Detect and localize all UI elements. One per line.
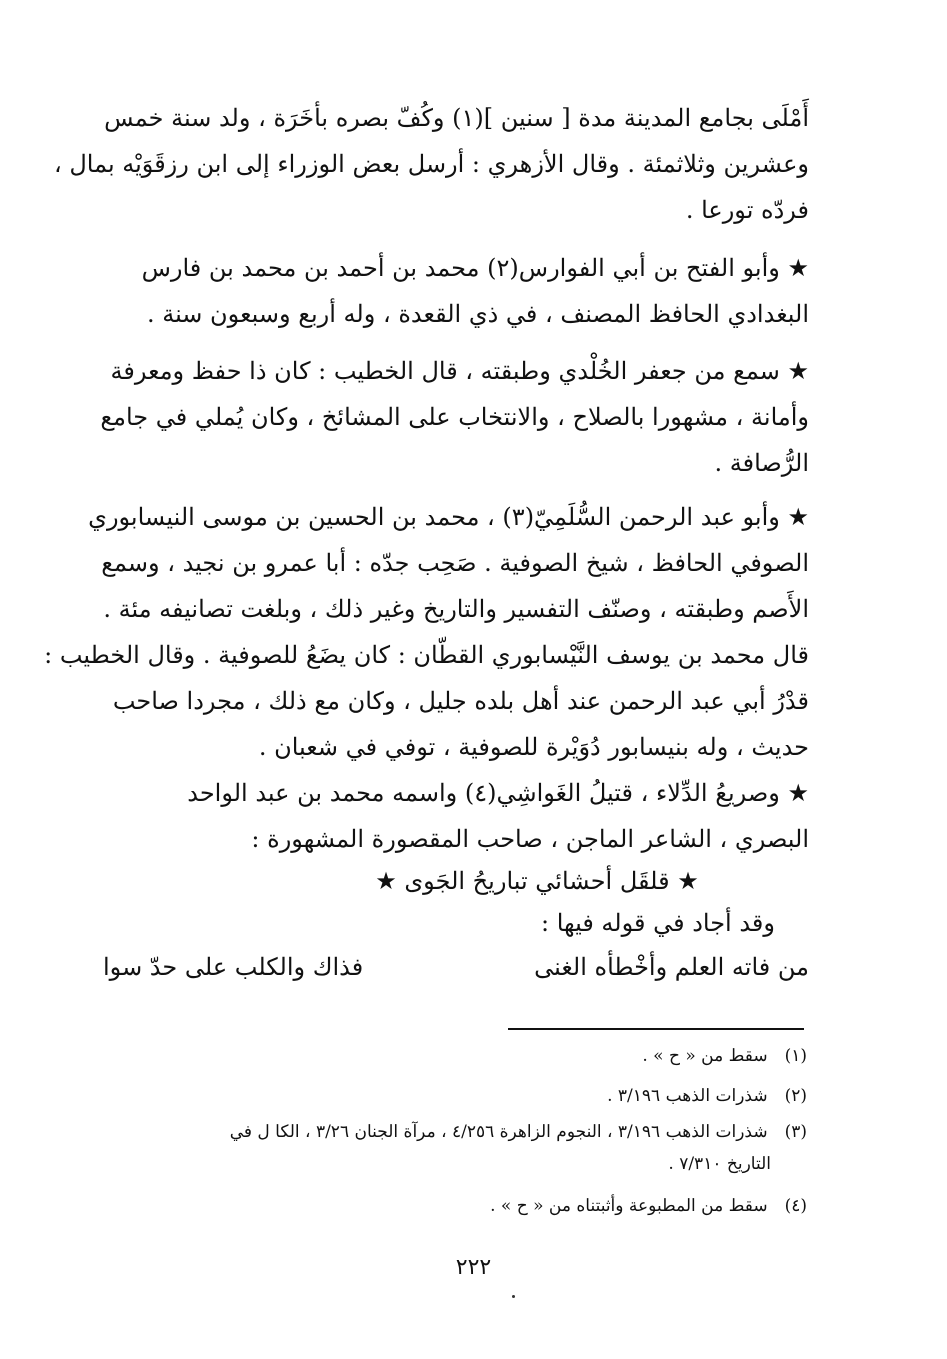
text-line: ★ وأبو الفتح بن أبي الفوارس(٢) محمد بن أحمد بن محمد بن فارس [141,254,809,282]
footnote-number: (٤) [784,1196,807,1216]
text-line: ★ وأبو عبد الرحمن السُّلَمِيّ(٣) ، محمد بن الحسين بن موسى النيسابوري [88,503,809,531]
paragraph-5 [103,770,809,862]
footnote-number: (٣) [784,1122,807,1142]
text-line: قال محمد بن يوسف النَّيْسابوري القطّان : كان يضَعُ للصوفية . وقال الخطيب : [44,641,809,669]
footnote-number: (٢) [784,1086,807,1106]
footnote-1 [103,1040,807,1072]
text-line: ★ وصريعُ الدِّلاء ، قتيلُ الغَواشِي(٤) واسمه محمد بن عبد الواحد [187,779,809,807]
paragraph-4 [44,494,809,770]
text-line: ★ سمع من جعفر الخُلْدي وطبقته ، قال الخطيب : كان ذا حفظ ومعرفة [110,357,809,385]
footnote-rule [508,1028,804,1030]
text-line: الرُّصافة . [714,449,809,477]
footnote-text: سقط من « ح » . [642,1046,768,1066]
paragraph-3 [100,348,809,486]
text-line: الأَصم وطبقته ، وصنّف التفسير والتاريخ وغير ذلك ، وبلغت تصانيفه مئة . [103,595,809,623]
page-number: ٢٢٢ [455,1255,492,1280]
footnote-text: سقط من المطبوعة وأثبتناه من « ح » . [490,1196,768,1216]
verse-hemistich-left: فذاك والكلب على حدّ سوا [103,953,364,981]
footnote-text: شذرات الذهب ٣/١٩٦ . [607,1086,768,1106]
text-line: وأمانة ، مشهورا بالصلاح ، والانتخاب على المشائخ ، وكان يُملي في جامع [100,403,809,431]
text-line: وقد أجاد في قوله فيها : [540,909,775,937]
text-line: قدْرُ أبي عبد الرحمن عند أهل بلده جليل ، وكان مع ذلك ، مجردا صاحب [112,687,809,715]
footnote-continuation: التاريخ ٧/٣١٠ . [668,1154,771,1174]
footnote-text: شذرات الذهب ٣/١٩٦ ، النجوم الزاهرة ٤/٢٥٦ ، مرآة الجنان ٣/٢٦ ، الكا ل في [229,1122,768,1142]
text-line: حديث ، وله بنيسابور دُوَيْرة للصوفية ، توفي في شعبان . [258,733,809,761]
poem-verse [103,944,809,990]
text-line: البغدادي الحافظ المصنف ، في ذي القعدة ، وله أربع وسبعون سنة . [146,300,809,328]
verse-line: ★ قلقَل أحشائي تباريحُ الجَوى ★ [375,867,699,895]
verse-hemistich-right: من فاته العلم وأخْطأه الغنى [534,953,809,981]
footnote-2 [103,1080,807,1112]
paragraph-1 [53,95,809,233]
text-line: أَمْلَى بجامع المدينة مدة [ سنين ](١) وكُفّ بصره بأخَرَة ، ولد سنة خمس [104,104,809,132]
paragraph-2 [103,245,809,337]
text-line: وعشرين وثلاثمئة . وقال الأزهري : أرسل بعض الوزراء إلى ابن رزقَوَيْه بمال ، [53,150,809,178]
text-line: البصري ، الشاعر الماجن ، صاحب المقصورة المشهورة : [251,825,809,853]
footnote-4 [103,1190,807,1222]
footnote-3 [103,1116,807,1180]
print-speck [512,1295,515,1298]
text-line: فردّه تورعا . [685,196,809,224]
footnote-number: (١) [784,1046,807,1066]
intro-line [103,900,775,946]
text-line: الصوفي الحافظ ، شيخ الصوفية . صَحِب جدّه : أبا عمرو بن نجيد ، وسمع [101,549,809,577]
